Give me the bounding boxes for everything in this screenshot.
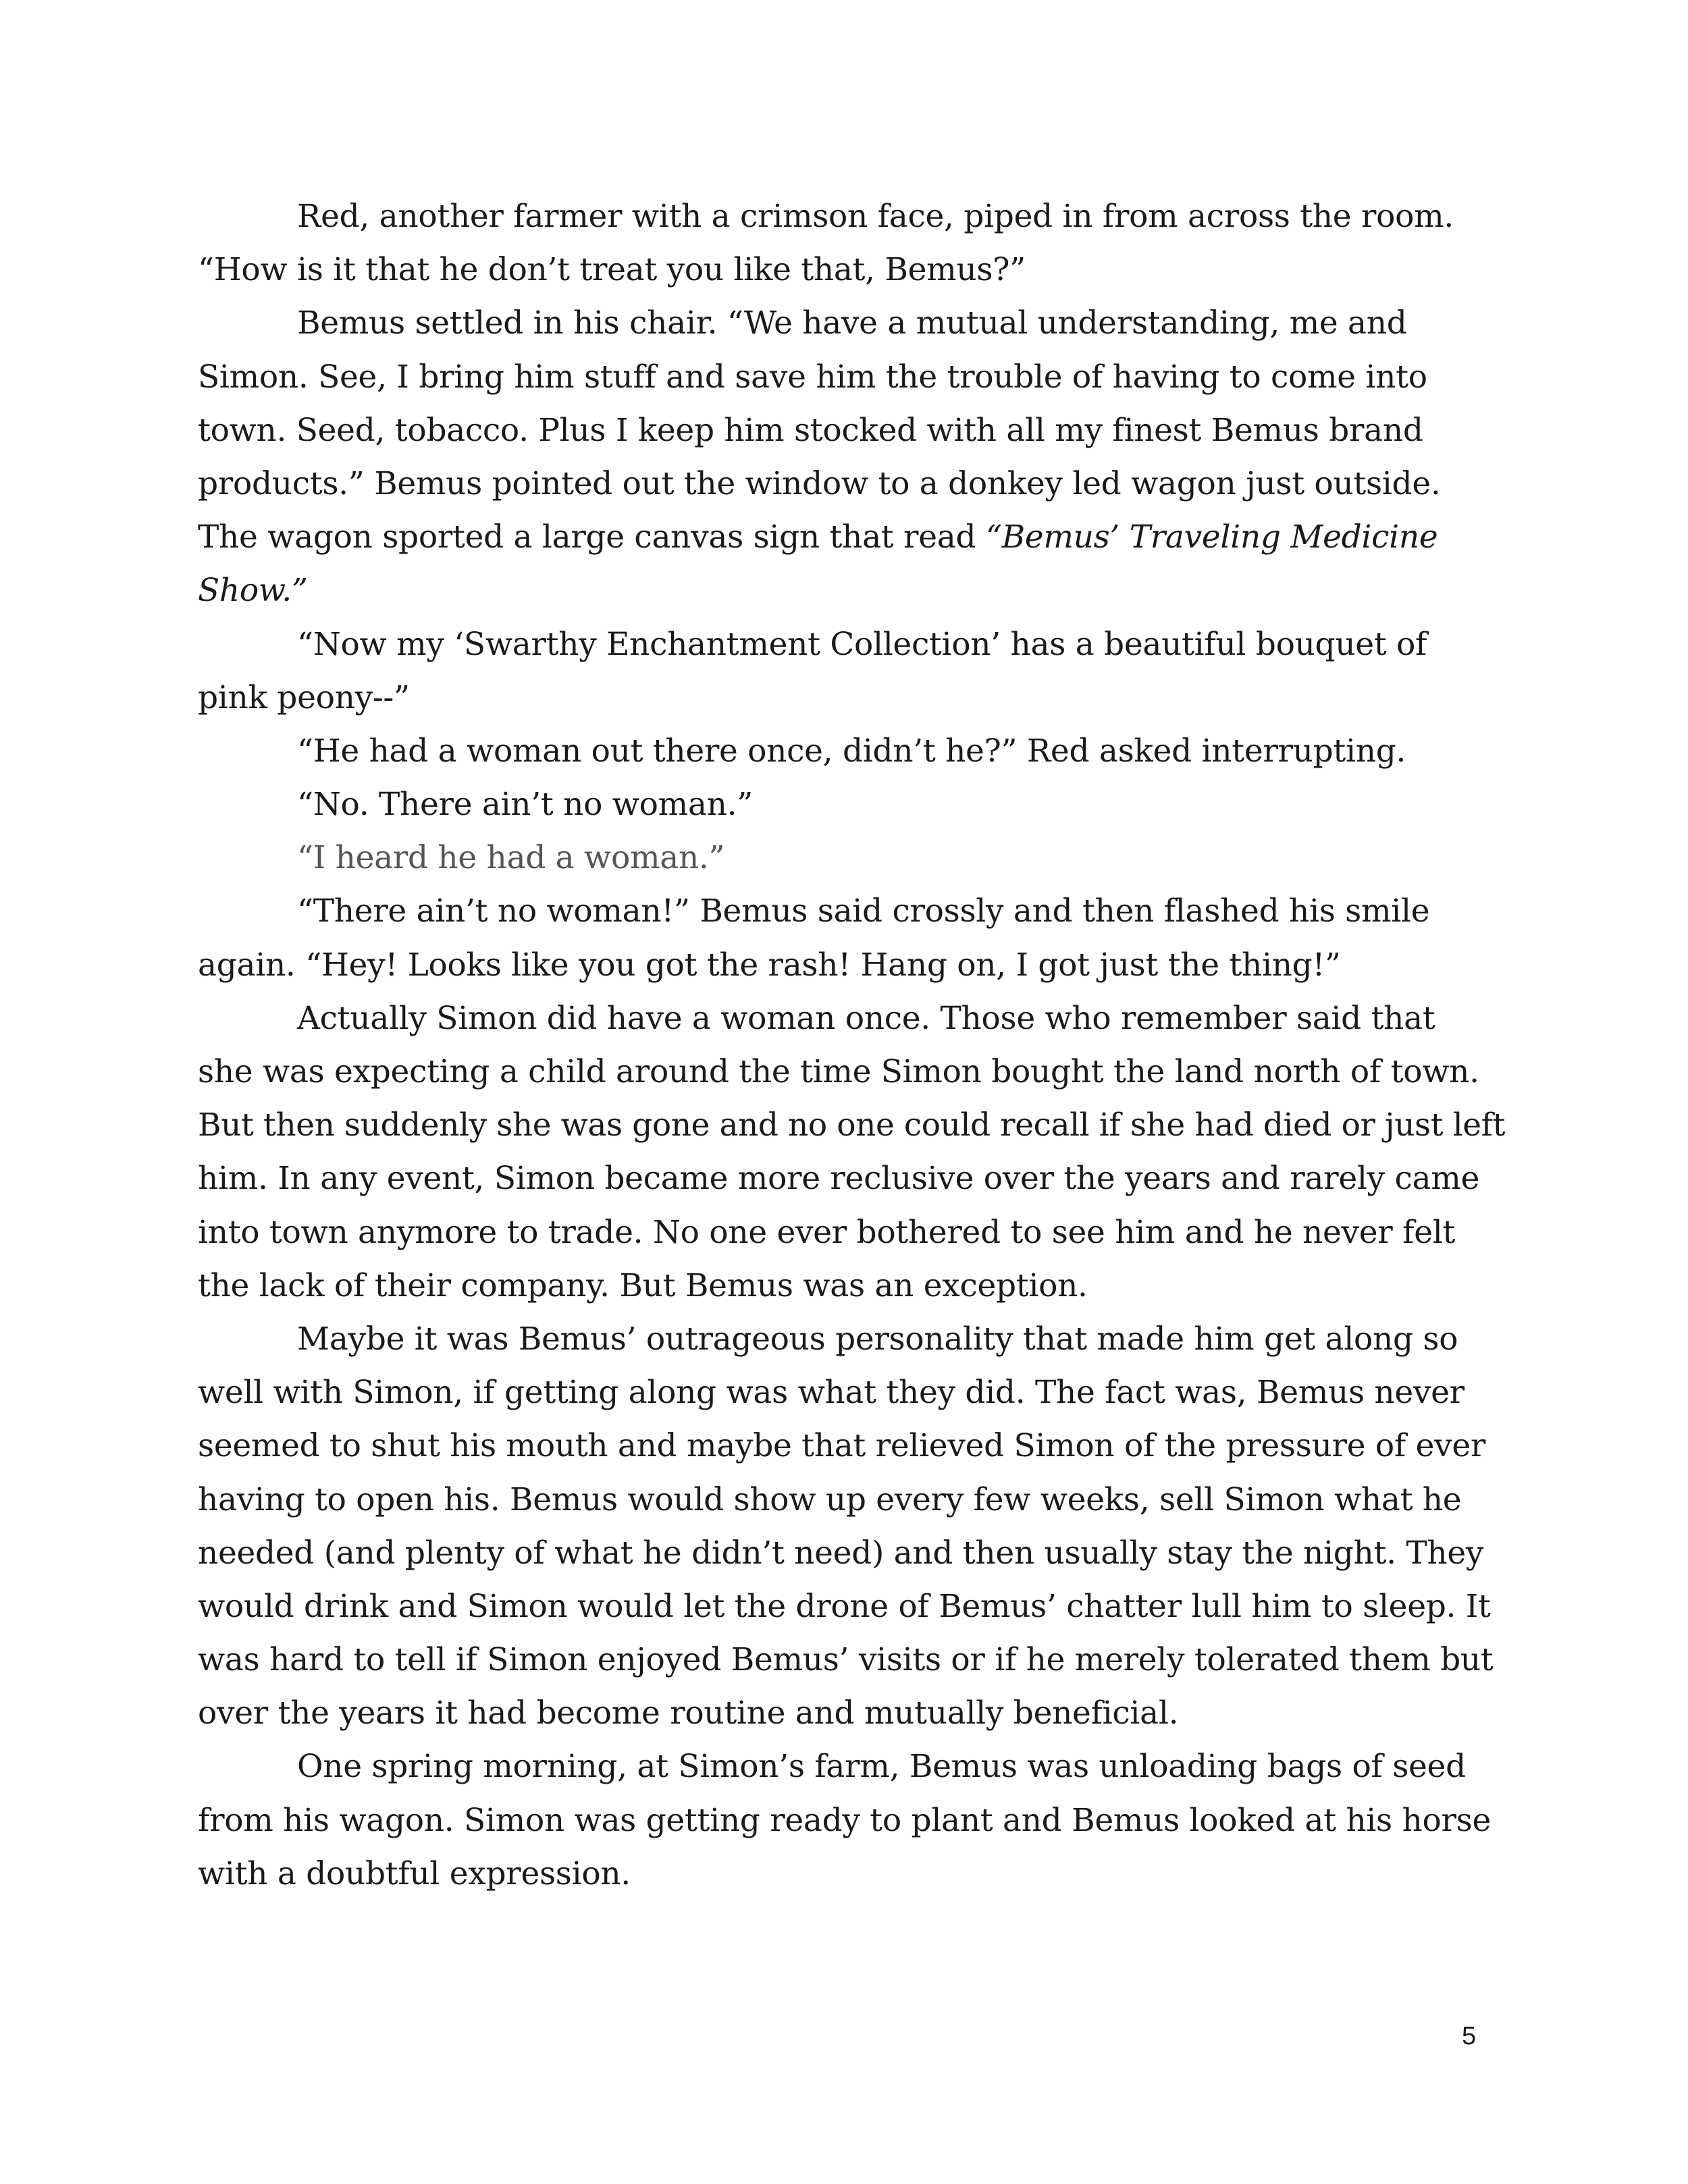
text-line [198, 1473, 1508, 1526]
text-line [198, 1686, 1508, 1740]
text-line [198, 938, 1508, 992]
text-line [198, 457, 1508, 510]
text-line [198, 992, 1508, 1045]
text-line [198, 1259, 1508, 1312]
text-segment: “How is it that he don’t treat you like that, Bemus?” [198, 251, 1026, 289]
text-segment: pink peony--” [198, 678, 410, 716]
page-number: 5 [1462, 2022, 1477, 2050]
text-segment: Bemus settled in his chair. “We have a mutual understanding, me and [297, 304, 1407, 342]
text-segment: “I heard he had a woman.” [297, 839, 725, 877]
text-line [198, 618, 1508, 671]
text-segment: seemed to shut his mouth and maybe that relieved Simon of the pressure of ever [198, 1427, 1486, 1465]
text-segment: was hard to tell if Simon enjoyed Bemus’ visits or if he merely tolerated them but [198, 1641, 1494, 1679]
italic-text-segment: Show.” [198, 572, 308, 610]
text-line [198, 1312, 1508, 1366]
text-line [198, 1366, 1508, 1419]
text-segment: him. In any event, Simon became more reclusive over the years and rarely came [198, 1160, 1479, 1198]
text-segment: town. Seed, tobacco. Plus I keep him stocked with all my finest Bemus brand [198, 411, 1423, 449]
text-line [198, 296, 1508, 350]
text-segment: Maybe it was Bemus’ outrageous personality that made him get along so [297, 1320, 1458, 1358]
text-line [198, 190, 1508, 243]
text-line [198, 1794, 1508, 1847]
text-segment: But then suddenly she was gone and no one could recall if she had died or just left [198, 1107, 1506, 1144]
text-line [198, 1526, 1508, 1580]
text-line [198, 1419, 1508, 1472]
text-line [198, 350, 1508, 404]
text-line [198, 510, 1508, 564]
text-line [198, 1580, 1508, 1633]
text-segment: she was expecting a child around the time Simon bought the land north of town. [198, 1053, 1479, 1090]
text-segment: “He had a woman out there once, didn’t he?” Red asked interrupting. [297, 732, 1406, 770]
italic-text-segment: “Bemus’ Traveling Medicine [985, 518, 1438, 556]
text-segment: from his wagon. Simon was getting ready to plant and Bemus looked at his horse [198, 1801, 1491, 1839]
text-segment: into town anymore to trade. No one ever bothered to see him and he never felt [198, 1213, 1456, 1251]
text-segment: well with Simon, if getting along was what they did. The fact was, Bemus never [198, 1374, 1465, 1412]
text-line [198, 1045, 1508, 1098]
text-line [198, 243, 1508, 296]
text-segment: “Now my ‘Swarthy Enchantment Collection’ has a beautiful bouquet of [297, 625, 1427, 663]
text-segment: the lack of their company. But Bemus was an exception. [198, 1267, 1088, 1304]
body-text [198, 190, 1508, 1900]
text-segment: with a doubtful expression. [198, 1855, 631, 1892]
text-segment: again. “Hey! Looks like you got the rash! Hang on, I got just the thing!” [198, 946, 1341, 984]
text-segment: products.” Bemus pointed out the window to a donkey led wagon just outside. [198, 464, 1441, 502]
text-segment: One spring morning, at Simon’s farm, Bemus was unloading bags of seed [297, 1748, 1466, 1786]
text-segment: Red, another farmer with a crimson face, piped in from across the room. [297, 198, 1454, 235]
text-line [198, 1152, 1508, 1205]
text-segment: having to open his. Bemus would show up every few weeks, sell Simon what he [198, 1481, 1462, 1518]
text-segment: would drink and Simon would let the drone of Bemus’ chatter lull him to sleep. It [198, 1587, 1491, 1625]
text-line [198, 1633, 1508, 1686]
text-segment: needed (and plenty of what he didn’t need) and then usually stay the night. They [198, 1534, 1484, 1572]
text-line [198, 724, 1508, 778]
text-line [198, 1740, 1508, 1793]
text-line [198, 884, 1508, 938]
text-segment: Actually Simon did have a woman once. Those who remember said that [297, 999, 1435, 1037]
text-segment: The wagon sported a large canvas sign that read [198, 518, 986, 556]
text-line [198, 1098, 1508, 1152]
text-segment: “No. There ain’t no woman.” [297, 786, 754, 824]
text-segment: Simon. See, I bring him stuff and save him the trouble of having to come into [198, 358, 1427, 396]
text-line [198, 671, 1508, 724]
text-line [198, 1847, 1508, 1900]
text-line [198, 404, 1508, 457]
text-segment: “There ain’t no woman!” Bemus said crossly and then flashed his smile [297, 893, 1430, 930]
text-line [198, 564, 1508, 617]
text-line [198, 778, 1508, 831]
text-line [198, 831, 1508, 884]
text-segment: over the years it had become routine and mutually beneficial. [198, 1695, 1179, 1732]
text-line [198, 1206, 1508, 1259]
